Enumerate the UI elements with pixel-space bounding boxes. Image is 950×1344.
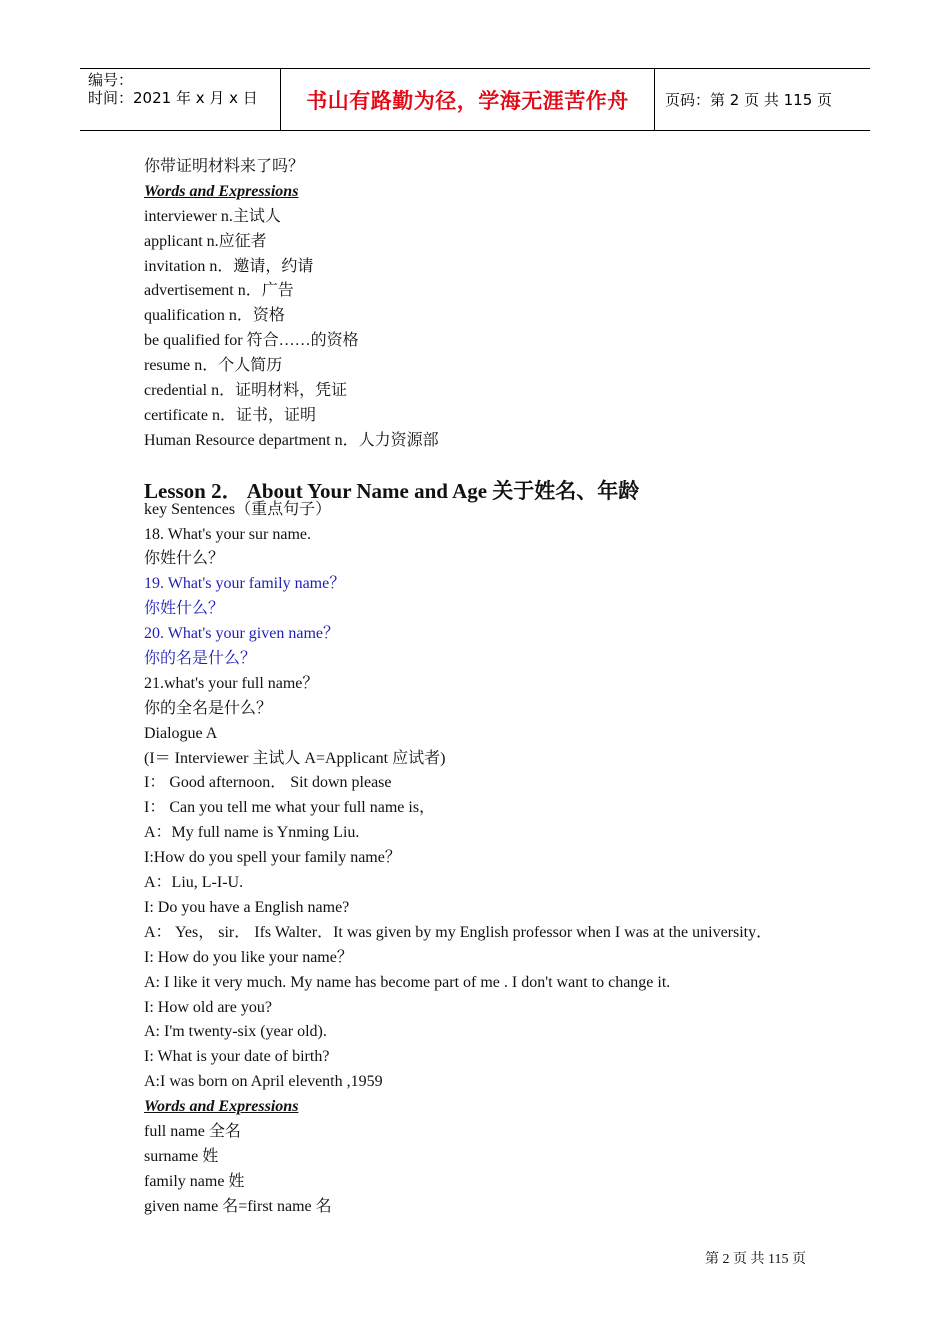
text-line: 你的全名是什么？	[144, 699, 273, 717]
text-line: credential n．证明材料，凭证	[144, 382, 348, 400]
text-line: 21.what's your full name？	[144, 674, 319, 692]
text-line: I: Do you have a English name?	[144, 898, 350, 916]
text-line: A： Yes， sir． Ifs Walter．It was given by my English professor when I was at the university．	[144, 923, 773, 941]
text-line: I: How old are you?	[144, 998, 272, 1016]
text-line: Dialogue A	[144, 724, 218, 742]
text-line: Human Resource department n．人力资源部	[144, 431, 439, 449]
text-line: full name 全名	[144, 1122, 241, 1140]
header-motto: 书山有路勤为径，学海无涯苦作舟	[281, 69, 655, 130]
text-line: A:I was born on April eleventh ,1959	[144, 1073, 383, 1091]
lines-after-lesson	[144, 498, 844, 1220]
text-line: key Sentences（重点句子）	[144, 500, 332, 518]
text-line: be qualified for 符合……的资格	[144, 332, 359, 350]
lesson-title: Lesson 2． About Your Name and Age 关于姓名、年龄	[144, 478, 640, 503]
text-line: I:How do you spell your family name？	[144, 849, 401, 867]
text-line: given name 名=first name 名	[144, 1197, 332, 1215]
header-meta-cell	[80, 69, 281, 130]
text-line: 你的名是什么？	[144, 650, 257, 668]
text-line: advertisement n．广告	[144, 282, 294, 300]
text-line: 20. What's your given name？	[144, 625, 339, 643]
time-label: 时间：2021 年 x 月 x 日	[88, 89, 258, 107]
text-line: interviewer n.主试人	[144, 207, 281, 225]
text-line: 19. What's your family name？	[144, 575, 346, 593]
text-line: qualification n．资格	[144, 307, 285, 325]
header-page-label: 页码：第 2 页 共 115 页	[665, 91, 833, 109]
text-line: 你带证明材料来了吗？	[144, 158, 305, 175]
section-heading: Words and Expressions	[144, 182, 299, 200]
page-footer: 第 2 页 共 115 页	[705, 1252, 806, 1267]
text-line: family name 姓	[144, 1172, 245, 1190]
text-line: A: I like it very much. My name has become part of me . I don't want to change it.	[144, 973, 671, 991]
text-line: invitation n．邀请，约请	[144, 257, 314, 275]
text-line: 18. What's your sur name.	[144, 525, 311, 543]
body-content	[144, 155, 844, 1220]
text-line: I： Can you tell me what your full name is，	[144, 799, 436, 817]
text-line: applicant n.应征者	[144, 232, 267, 250]
text-line: I: What is your date of birth?	[144, 1048, 330, 1066]
text-line: A：Liu, L-I-U.	[144, 874, 244, 892]
text-line: 你姓什么？	[144, 550, 225, 568]
text-line: resume n．个人简历	[144, 357, 283, 375]
section-heading: Words and Expressions	[144, 1098, 299, 1116]
page-header	[80, 68, 870, 131]
text-line: I: How do you like your name？	[144, 948, 353, 966]
lines-before-lesson	[144, 155, 844, 454]
text-line: surname 姓	[144, 1147, 219, 1165]
text-line: A：My full name is Ynming Liu.	[144, 824, 360, 842]
text-line: 你姓什么？	[144, 600, 225, 618]
number-label: 编号：	[88, 71, 134, 89]
text-line: (I＝ Interviewer 主试人 A=Applicant 应试者)	[144, 749, 446, 767]
text-line: I： Good afternoon． Sit down please	[144, 774, 392, 792]
text-line: A: I'm twenty-six (year old).	[144, 1023, 327, 1041]
text-line: certificate n．证书，证明	[144, 406, 316, 424]
